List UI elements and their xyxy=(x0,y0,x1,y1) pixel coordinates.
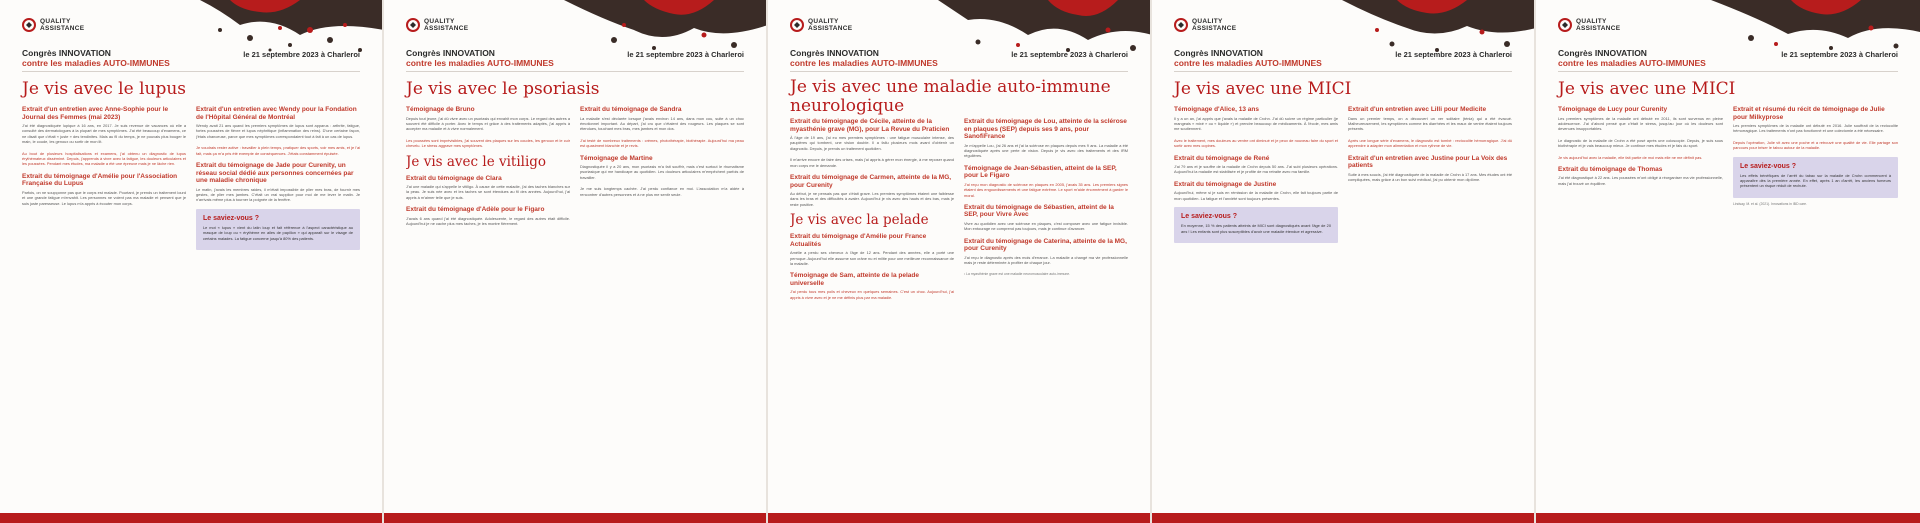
footnote: ¹ La myasthénie grave est une maladie neuromusculaire auto-immune. xyxy=(964,271,1071,276)
section-title: Extrait du témoignage de Jade pour Curenity, un réseau social dédié aux personnes concernées par une maladie chronique xyxy=(196,162,354,185)
event-date: le 21 septembre 2023 à Charleroi xyxy=(243,50,360,59)
congres-title: Congrès INNOVATION xyxy=(406,48,495,58)
footnote: Lindsay, M. et al. (2021). Innovations in IBD care. xyxy=(1733,201,1808,206)
section-title: Extrait d'un entretien avec Justine pour La Voix des patients xyxy=(1348,154,1508,170)
footer-bar xyxy=(384,513,768,523)
congres-title: Congrès INNOVATION xyxy=(1174,48,1263,58)
section-title: Extrait du témoignage de Lou, atteinte de la sclérose en plaques (SEP) depuis ses 9 ans, pour SanofiFrance xyxy=(964,118,1127,140)
event-date: le 21 septembre 2023 à Charleroi xyxy=(1781,50,1898,59)
box-title: Le saviez-vous ? xyxy=(1181,213,1238,221)
box-text: En moyenne, 15 % des patients atteints de MICI sont diagnostiqués avant l'âge de 20 ans ! Les enfants sont plus susceptibles d'avoir une maladie étendue et agressive. xyxy=(1181,223,1331,234)
section-text: Diagnostiquée il y a 20 ans, mon psoriasis m'a fait souffrir, mais c'est surtout le rhumatisme psoriasique qui me handicape au quotidien. Les douleurs articulaires m'empêchent parfois de travailler. xyxy=(580,164,744,180)
section-title: Extrait du témoignage de Cécile, atteinte de la myasthénie grave (MG), pour La Revue du Praticien xyxy=(790,118,950,133)
section-title: Extrait du témoignage d'Amélie pour l'Association Française du Lupus xyxy=(22,172,178,188)
section-text: J'avais 6 ans quand j'ai été diagnostiquée. Adolescente, le regard des autres était difficile. Aujourd'hui je ne cache plus mes taches, je les montre fièrement. xyxy=(406,215,570,227)
column-right xyxy=(1348,106,1512,509)
column-right xyxy=(580,106,744,509)
logo-icon xyxy=(790,18,804,32)
section-text: Je me suis longtemps cachée. J'ai perdu confiance en moi. L'association m'a aidée à rencontrer d'autres personnes et à ne plus me sentir seule. xyxy=(580,186,744,197)
poster-neurologique xyxy=(768,0,1152,523)
congres-subtitle: contre les maladies AUTO-IMMUNES xyxy=(1174,58,1322,68)
column-right xyxy=(196,106,360,509)
section-text: Après une longue série d'examens, le diagnostic est tombé : rectocolite hémorragique. J'ai dû apprendre à adapter mon alimentation et mon rythme de vie. xyxy=(1348,137,1512,149)
footer-bar xyxy=(1152,513,1536,523)
section-title: Témoignage de Jean-Sébastien, atteint de la SEP, pour Le Figaro xyxy=(964,164,1117,180)
section-text: J'ai 79 ans et je souffre de la maladie de Crohn depuis 50 ans. J'ai subi plusieurs opérations. Aujourd'hui la maladie est stabilisée et je profite de ma retraite avec ma famille. xyxy=(1174,164,1338,175)
page-title: Je vis avec une MICI xyxy=(1174,79,1352,99)
section-title: Extrait du témoignage de Sandra xyxy=(580,106,682,113)
section-title: Extrait d'un entretien avec Wendy pour la Fondation de l'Hôpital Général de Montréal xyxy=(196,106,357,121)
section-text: Dans un premier temps, on a découvert un ver solitaire (ténia) qui a été évacué. Malheureusement, les symptômes comme les diarrhées et les maux de ventre étaient toujours présents. xyxy=(1348,115,1512,132)
section-text: Au bout de plusieurs hospitalisations et examens, j'ai obtenu un diagnostic de lupus érythémateux disséminé. Depuis, j'apprends à vivre avec la fatigue, les douleurs articulaires et les poussées. Pendant mes études, ma maladie a été une épreuve mais je ne lâche rien. xyxy=(22,150,186,167)
logo-icon xyxy=(22,18,36,32)
content-columns xyxy=(22,106,360,509)
section-text: J'ai reçu le diagnostic après des mois d'errance. La maladie a changé ma vie professionnelle mais je reste déterminée à profiter de chaque jour. xyxy=(964,254,1128,266)
brand-logo: QUALITY ASSISTANCE xyxy=(406,18,468,32)
logo-icon xyxy=(1558,18,1572,32)
section-text: Je m'appelle Lou, j'ai 26 ans et j'ai la sclérose en plaques depuis mes 9 ans. La maladie a été diagnostiquée après une perte de vision. Depuis je vis avec des traitements et des IRM régulières. xyxy=(964,142,1128,159)
section-title: Extrait du témoignage de Clara xyxy=(406,174,502,182)
section-title: Extrait du témoignage de Caterina, atteinte de la MG, pour Curenity xyxy=(964,237,1127,253)
section-text: Il m'arrive encore de faire des crises, mais j'ai appris à gérer mon énergie, à me reposer quand mon corps me le demande. xyxy=(790,157,954,168)
did-you-know-box xyxy=(1733,157,1898,198)
section-heading: Je vis avec le vitiligo xyxy=(406,153,547,170)
section-text: Avec le traitement, mes douleurs au ventre ont diminué et je peux de nouveau faire du sport et sortir avec mes copines. xyxy=(1174,137,1338,149)
page-title: Je vis avec le psoriasis xyxy=(406,79,600,99)
congres-subtitle: contre les maladies AUTO-IMMUNES xyxy=(406,58,554,68)
section-title: Extrait d'un entretien avec Lilli pour Medicite xyxy=(1348,106,1487,113)
congres-subtitle: contre les maladies AUTO-IMMUNES xyxy=(1558,58,1706,68)
footer-bar xyxy=(1536,513,1920,523)
did-you-know-box xyxy=(1174,207,1338,243)
content-columns xyxy=(1174,106,1512,509)
section-text: J'ai reçu mon diagnostic de sclérose en plaques en 2005, j'avais 35 ans. Les premiers signes étaient des engourdissements et une fatigue extrême. Le sport m'aide énormément à garder le moral. xyxy=(964,181,1128,198)
section-text: À l'âge de 19 ans, j'ai eu mes premiers symptômes : une fatigue musculaire intense, des paupières qui tombent, une vision double. Il a fallu plusieurs mois avant d'obtenir un diagnostic. Depuis, je prends un traitement quotidien. xyxy=(790,135,954,151)
event-header xyxy=(1558,48,1898,72)
section-text: La maladie s'est déclarée lorsque j'avais environ 14 ans, dans mon cou, suite à un choc émotionnel important. Au départ, j'ai cru que c'étaient des rougeurs. Les plaques se sont étendues, touchant mes bras, mes jambes et mon dos. xyxy=(580,115,744,132)
section-text: J'ai été diagnostiquée lupique à 16 ans, en 2017. Je suis revenue de vacances où elle a consulté des dermatologues à la plupart de mes symptômes. J'ai été beaucoup d'examens, ce ne disait que c'était « juste » des tendinites. Mais au fil du temps, je ne pouvais plus bouger le main, le coude, les genoux ou sortir de mon lit. xyxy=(22,123,186,145)
section-text: Depuis tout jeune, j'ai dû vivre avec un psoriasis qui envahit mon corps. Le regard des autres a souvent été difficile à porter. Avec le temps et grâce à des traitements adaptés, j'ai appris à accepter ma maladie et à vivre normalement. xyxy=(406,115,570,132)
brand-logo: QUALITY ASSISTANCE xyxy=(22,18,84,32)
column-left xyxy=(790,118,954,509)
section-title: Témoignage de Martine xyxy=(580,154,653,162)
section-text: Parfois, on ne soupçonne pas que le corps est malade. Pourtant, je prends un traitement lourd et une grande fatigue m'envahit. Les personnes ne voient pas ma maladie et pensent que je suis juste paresseuse. Le lupus m'a appris à écouter mon corps. xyxy=(22,189,186,206)
poster-psoriasis xyxy=(384,0,768,523)
content-columns xyxy=(790,118,1128,509)
event-header xyxy=(1174,48,1512,72)
did-you-know-box xyxy=(196,209,360,250)
box-text: Les effets bénéfiques de l'arrêt du tabac sur la maladie de Crohn commencent à apparaître dès la première année. En effet, après 1 an d'arrêt, les anciens fumeurs présentent un risque réduit de rechute. xyxy=(1740,172,1891,189)
section-text: J'ai une maladie qui s'appelle le vitiligo. À cause de cette maladie, j'ai des taches blanches sur la peau. Je suis née avec et les taches se sont étendues au fil des années. Aujourd'hui, j'ai appris à m'aimer telle que je suis. xyxy=(406,184,570,200)
event-header xyxy=(406,48,744,72)
congres-title: Congrès INNOVATION xyxy=(790,48,879,58)
brand-logo: QUALITY ASSISTANCE xyxy=(790,18,852,32)
section-text: Au début, je ne pensais pas que c'était grave. Les premiers symptômes étaient une faiblesse dans les bras et des difficultés à avaler. Aujourd'hui je vis avec des hauts et des bas, mais je reste positive. xyxy=(790,191,954,207)
logo-icon xyxy=(406,18,420,32)
poster-mici-2 xyxy=(1536,0,1920,523)
column-left xyxy=(1174,106,1338,509)
section-title: Extrait du témoignage d'Amélie pour France Actualités xyxy=(790,233,927,248)
event-date: le 21 septembre 2023 à Charleroi xyxy=(627,50,744,59)
section-title: Témoignage de Lucy pour Curenity xyxy=(1558,106,1668,113)
section-title: Extrait du témoignage de Carmen, atteinte de la MG, pour Curenity xyxy=(790,174,952,189)
poster-mici-1 xyxy=(1152,0,1536,523)
page-title: Je vis avec une maladie auto-immune neurologique xyxy=(790,77,1111,116)
brand-logo: QUALITY ASSISTANCE xyxy=(1174,18,1236,32)
section-text: Wendy avait 21 ans quand les premiers symptômes de lupus sont apparus : arthrite, fatigue, fortes poussées de fièvre et lupus néphritique (inflammation des reins). D'une certaine façon, j'étais chanceuse, parce que mes symptômes correspondaient tout à fait à un cas de lupus. xyxy=(196,123,360,139)
congres-subtitle: contre les maladies AUTO-IMMUNES xyxy=(22,58,170,68)
section-heading: Je vis avec la pelade xyxy=(790,212,929,229)
section-title: Témoignage de Bruno xyxy=(406,106,475,113)
section-text: J'ai testé de nombreux traitements : crèmes, photothérapie, biothérapie. Aujourd'hui ma peau est quasiment blanchie et je revis. xyxy=(580,137,744,149)
section-text: Les poussées sont imprévisibles, j'ai souvent des plaques sur les coudes, les genoux et le cuir chevelu. Le stress aggrave mes symptômes. xyxy=(406,137,570,149)
event-header xyxy=(790,48,1128,72)
page-title: Je vis avec le lupus xyxy=(22,79,187,99)
content-columns xyxy=(406,106,744,509)
column-right xyxy=(964,118,1128,509)
section-text: Suite à mes soucis, j'ai été diagnostiquée de la maladie de Crohn à 17 ans. Mes études ont été compliquées, mais grâce à un bon suivi médical, j'ai pu obtenir mon diplôme. xyxy=(1348,171,1512,182)
event-date: le 21 septembre 2023 à Charleroi xyxy=(1011,50,1128,59)
logo-icon xyxy=(1174,18,1188,32)
congres-title: Congrès INNOVATION xyxy=(1558,48,1647,58)
section-title: Extrait du témoignage de Justine xyxy=(1174,180,1277,188)
section-title: Témoignage de Sam, atteinte de la pelade universelle xyxy=(790,272,919,287)
box-title: Le saviez-vous ? xyxy=(1740,162,1797,170)
footer-bar xyxy=(0,513,384,523)
congres-subtitle: contre les maladies AUTO-IMMUNES xyxy=(790,58,938,68)
column-left xyxy=(22,106,186,509)
section-title: Extrait et résumé du récit de témoignage de Julie pour Milkyprose xyxy=(1733,106,1885,121)
section-title: Extrait du témoignage de Sébastien, atteint de la SEP, pour Vivre Avec xyxy=(964,203,1114,219)
section-text: Aujourd'hui, même si je suis en rémission de la maladie de Crohn, elle fait toujours partie de mon quotidien. La fatigue et l'anxiété sont toujours présentes. xyxy=(1174,190,1338,201)
poster-lupus xyxy=(0,0,384,523)
brand-logo: QUALITY ASSISTANCE xyxy=(1558,18,1620,32)
box-title: Le saviez-vous ? xyxy=(203,214,260,222)
section-text: Le diagnostic de la maladie de Crohn a été posé après une coloscopie. Depuis, je suis sous biothérapie et je vais beaucoup mieux. Je continue mes études et je fais du sport. xyxy=(1558,137,1723,149)
section-title: Extrait d'un entretien avec Anne-Sophie pour le Journal des Femmes (mai 2023) xyxy=(22,106,169,121)
column-left xyxy=(406,106,570,509)
section-text: Amélie a perdu ses cheveux à l'âge de 12 ans. Pendant des années, elle a porté une perruque. Aujourd'hui elle assume son crâne nu et milite pour une meilleure reconnaissance de la maladie. xyxy=(790,250,954,267)
footer-bar xyxy=(768,513,1152,523)
section-title: Extrait du témoignage d'Adèle pour le Figaro xyxy=(406,206,545,214)
section-text: Les premiers symptômes de la maladie ont débuté en 2016. Julie souffrait de la rectocolite hémorragique. Les traitements n'ont pas fonctionné et une colectomie a été nécessaire. xyxy=(1733,123,1898,134)
column-right xyxy=(1733,106,1898,509)
section-text: Je vis aujourd'hui avec la maladie, elle fait partie de moi mais elle ne me définit pas. xyxy=(1558,154,1703,160)
section-text: Il y a un an, j'ai appris que j'avais la maladie de Crohn. J'ai dû suivre un régime particulier (je mangeais « mixé » ou « liquide ») et prendre beaucoup de médicaments. À l'école, mes amis me soutiennent. xyxy=(1174,115,1338,132)
box-text: Le mot « lupus » vient du latin loup et fait référence à l'aspect caractéristique au masque de loup ou « érythème en ailes de papillon » qui apparaît sur le visage de certains malades. La fatigue concerne jusqu'à 80% des patients. xyxy=(203,224,353,241)
section-title: Extrait du témoignage de René xyxy=(1174,154,1270,162)
content-columns xyxy=(1558,106,1898,509)
section-text: J'ai été diagnostiqué à 22 ans. Les poussées m'ont obligé à réorganiser ma vie professionnelle, mais j'ai trouvé un équilibre. xyxy=(1558,175,1723,186)
event-header xyxy=(22,48,360,72)
section-text: J'ai perdu tous mes poils et cheveux en quelques semaines. C'est un choc. Aujourd'hui, j'ai appris à vivre avec et je ne me définis plus par ma maladie. xyxy=(790,289,954,300)
event-date: le 21 septembre 2023 à Charleroi xyxy=(1395,50,1512,59)
section-text: Le matin, j'avais les membres raides, il m'était impossible de plier mes bras, de fournir mes gestes, de plier mes jambes. C'était un vrai supplice pour moi de me lever le matin. Je n'arrivais même plus à tourner la poignée de la fenêtre. xyxy=(196,186,360,203)
column-left xyxy=(1558,106,1723,509)
section-text: Depuis l'opération, Julie vit avec une poche et a retrouvé une qualité de vie. Elle partage son parcours pour briser le tabou autour de la maladie. xyxy=(1733,139,1898,151)
section-text: Les premiers symptômes de la maladie ont débuté en 2011, ils sont survenus en pleine adolescence. J'ai d'abord pensé que c'était le stress, jusqu'au jour où les douleurs sont devenues insupportables. xyxy=(1558,115,1723,132)
congres-title: Congrès INNOVATION xyxy=(22,48,111,58)
section-text: Vivre au quotidien avec une sclérose en plaques, c'est composer avec une fatigue invisible. Mon entourage ne comprend pas toujours, mais je continue d'avancer. xyxy=(964,220,1128,232)
section-text: Je voudrais rester active : travailler à plein temps, pratiquer des sports, voir mes amis, et je l'ai fait, mais ça m'a pris été exempte de conséquences. J'étais constamment épuisée. xyxy=(196,145,360,156)
section-title: Témoignage d'Alice, 13 ans xyxy=(1174,106,1259,113)
page-title: Je vis avec une MICI xyxy=(1558,79,1736,99)
section-title: Extrait du témoignage de Thomas xyxy=(1558,165,1663,173)
